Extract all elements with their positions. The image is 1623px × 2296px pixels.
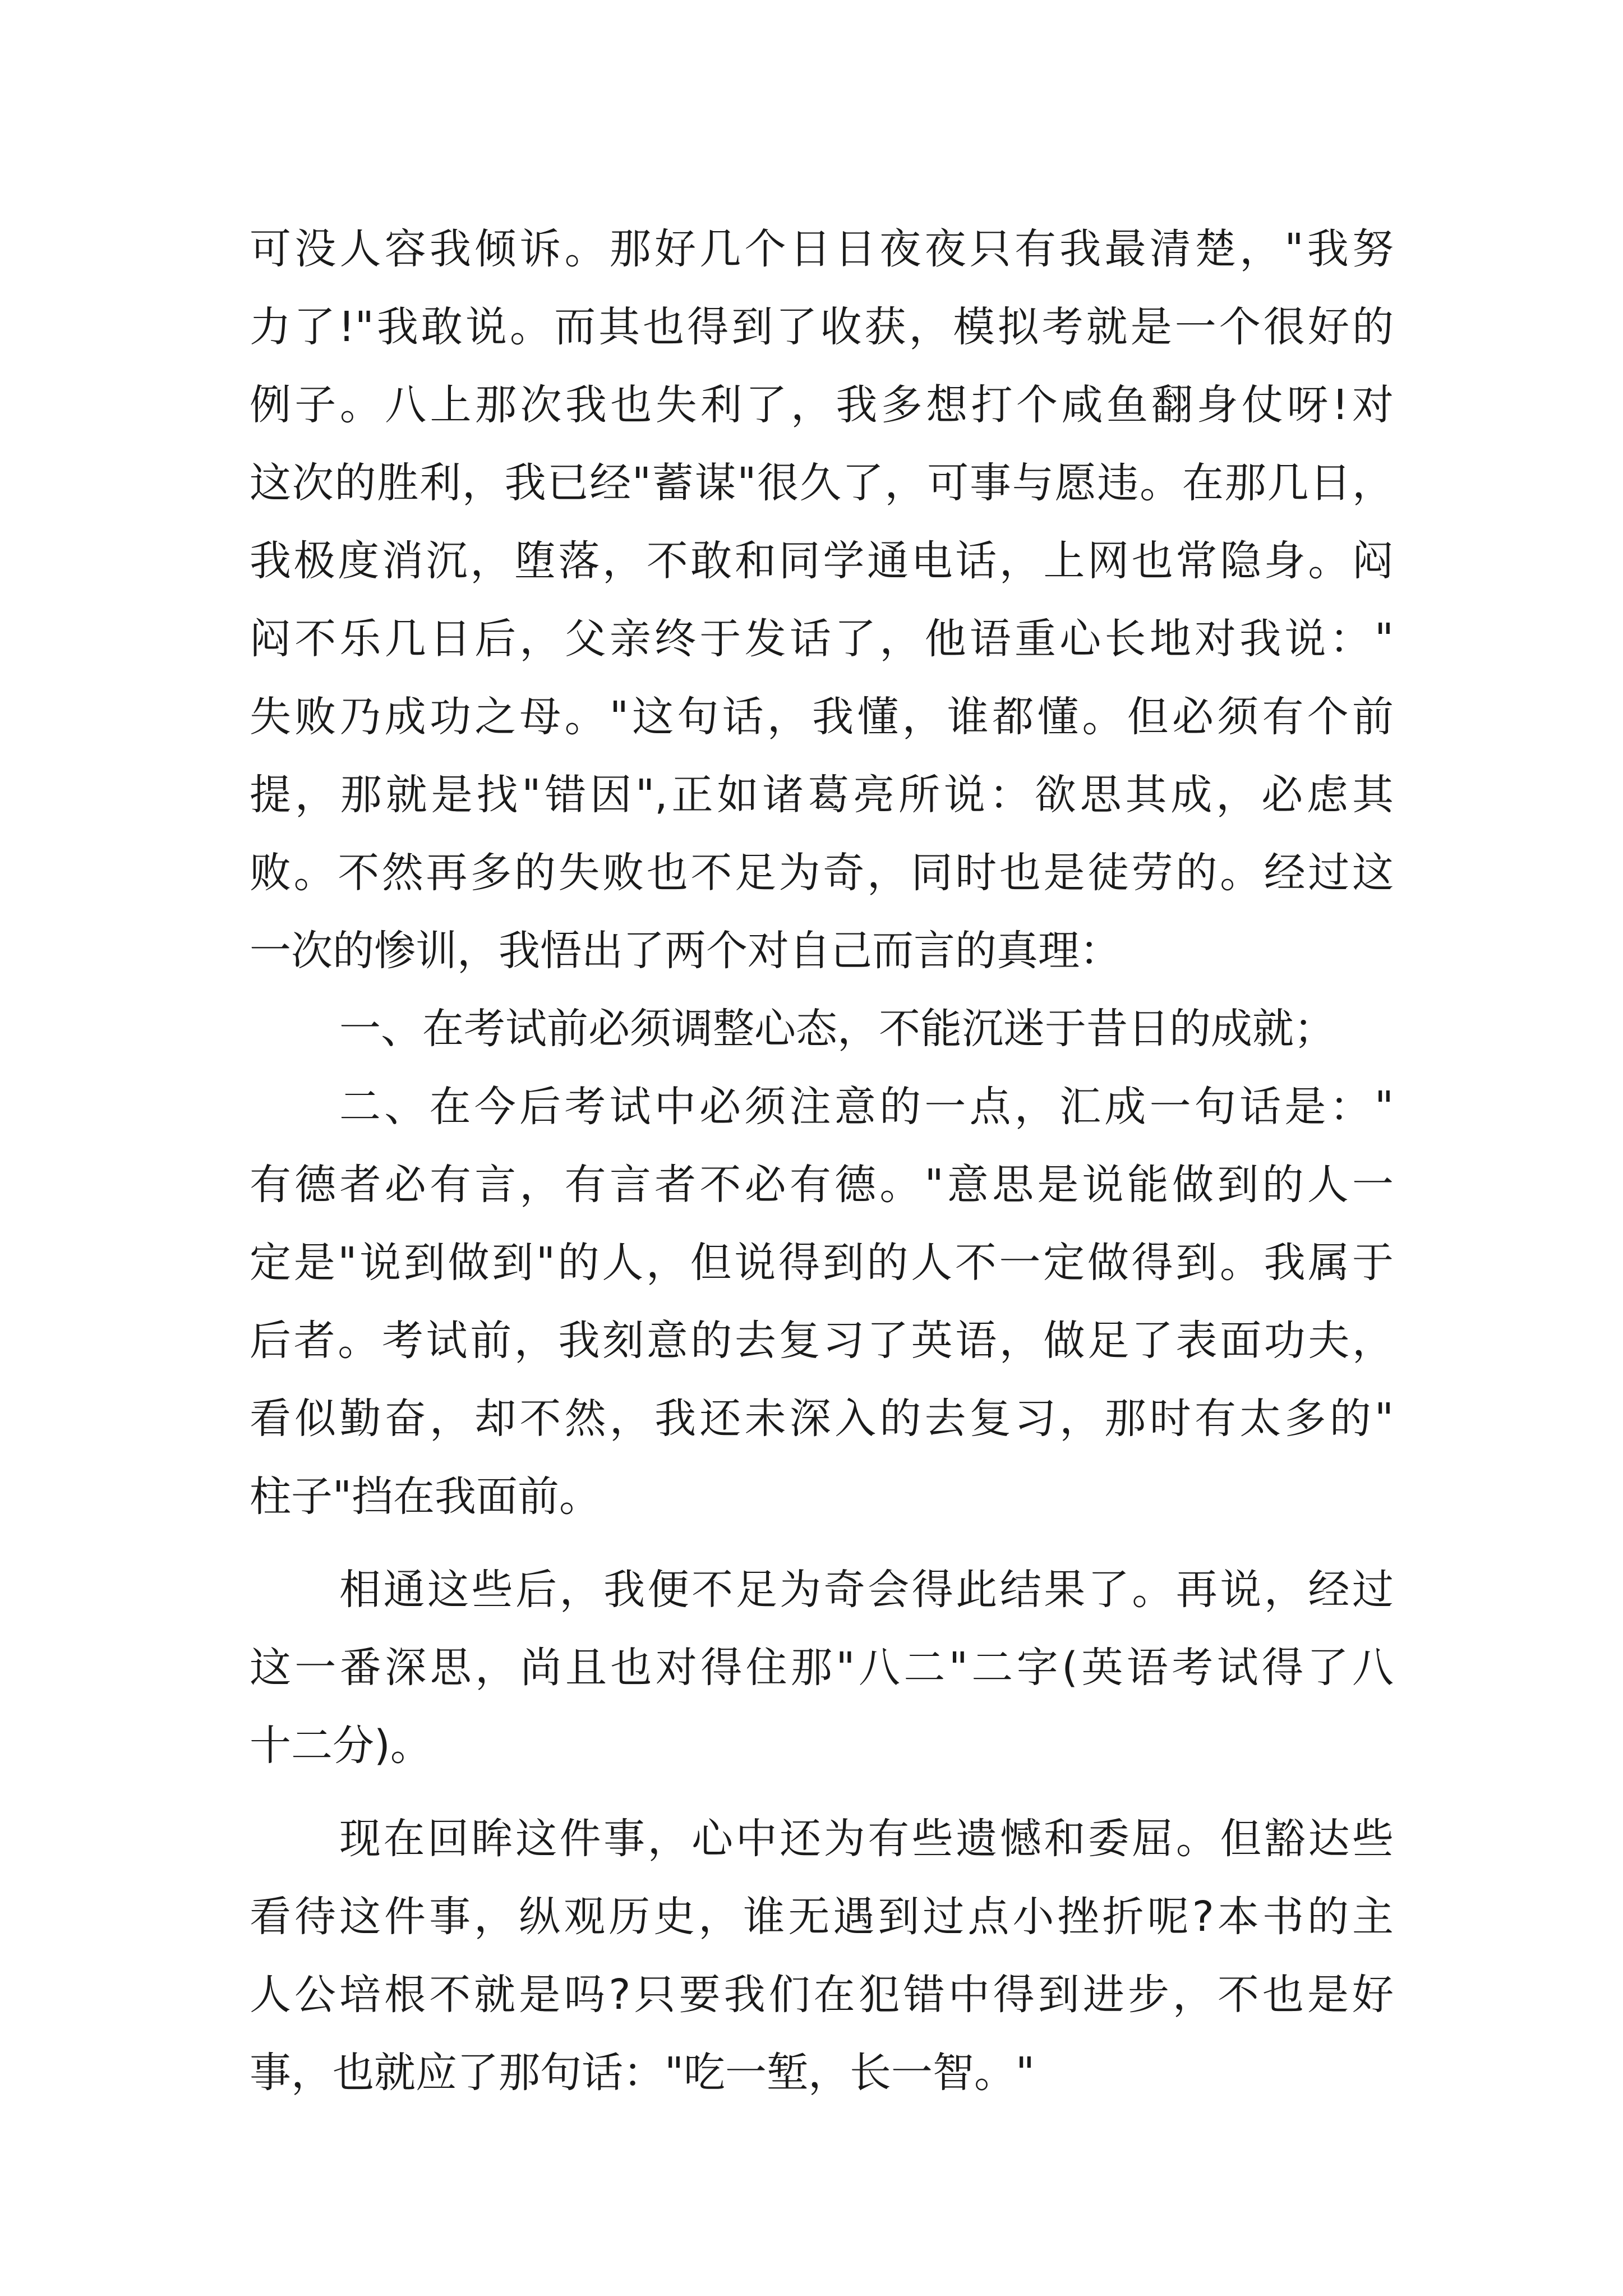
text-line: 这一番深思，尚且也对得住那"八二"二字(英语考试得了八 xyxy=(250,1644,1394,1692)
text-line: 有德者必有言，有言者不必有德。"意思是说能做到的人一 xyxy=(250,1161,1394,1209)
text-line: 柱子"挡在我面前。 xyxy=(250,1473,601,1521)
text-line: 败。不然再多的失败也不足为奇，同时也是徒劳的。经过这 xyxy=(250,849,1394,897)
list-item: 二、在今后考试中必须注意的一点，汇成一句话是：" xyxy=(339,1083,1394,1131)
text-line: 力了!"我敢说。而其也得到了收获，模拟考就是一个很好的 xyxy=(250,303,1394,351)
text-line: 十二分)。 xyxy=(250,1722,432,1770)
paragraph-first-line: 现在回眸这件事，心中还为有些遗憾和委屈。但豁达些 xyxy=(339,1815,1394,1863)
text-line: 例子。八上那次我也失利了，我多想打个咸鱼翻身仗呀!对 xyxy=(250,381,1394,429)
text-line: 这次的胜利，我已经"蓄谋"很久了，可事与愿违。在那几日， xyxy=(250,459,1394,507)
text-line: 我极度消沉，堕落，不敢和同学通电话，上网也常隐身。闷 xyxy=(250,537,1394,585)
text-line: 看似勤奋，却不然，我还未深入的去复习，那时有太多的" xyxy=(250,1395,1394,1443)
text-line: 失败乃成功之母。"这句话，我懂，谁都懂。但必须有个前 xyxy=(250,693,1394,741)
paragraph-first-line: 相通这些后，我便不足为奇会得此结果了。再说，经过 xyxy=(339,1566,1394,1614)
paragraph-gap xyxy=(250,1536,1394,1551)
list-item: 一、在考试前必须调整心态，不能沉迷于昔日的成就； xyxy=(339,1005,1335,1053)
text-line: 一次的惨训，我悟出了两个对自己而言的真理： xyxy=(250,927,1121,975)
body-text xyxy=(250,210,1394,2112)
text-line: 人公培根不就是吗?只要我们在犯错中得到进步，不也是好 xyxy=(250,1971,1394,2019)
text-line: 闷不乐几日后，父亲终于发话了，他语重心长地对我说：" xyxy=(250,615,1394,663)
text-line: 看待这件事，纵观历史，谁无遇到过点小挫折呢?本书的主 xyxy=(250,1893,1394,1941)
paragraph-gap xyxy=(250,1785,1394,1800)
text-line: 后者。考试前，我刻意的去复习了英语，做足了表面功夫， xyxy=(250,1317,1394,1365)
text-line: 可没人容我倾诉。那好几个日日夜夜只有我最清楚，"我努 xyxy=(250,225,1394,273)
text-line: 提，那就是找"错因",正如诸葛亮所说：欲思其成，必虑其 xyxy=(250,771,1394,819)
text-line: 事，也就应了那句话："吃一堑，长一智。" xyxy=(250,2049,1035,2097)
text-line: 定是"说到做到"的人，但说得到的人不一定做得到。我属于 xyxy=(250,1239,1394,1287)
